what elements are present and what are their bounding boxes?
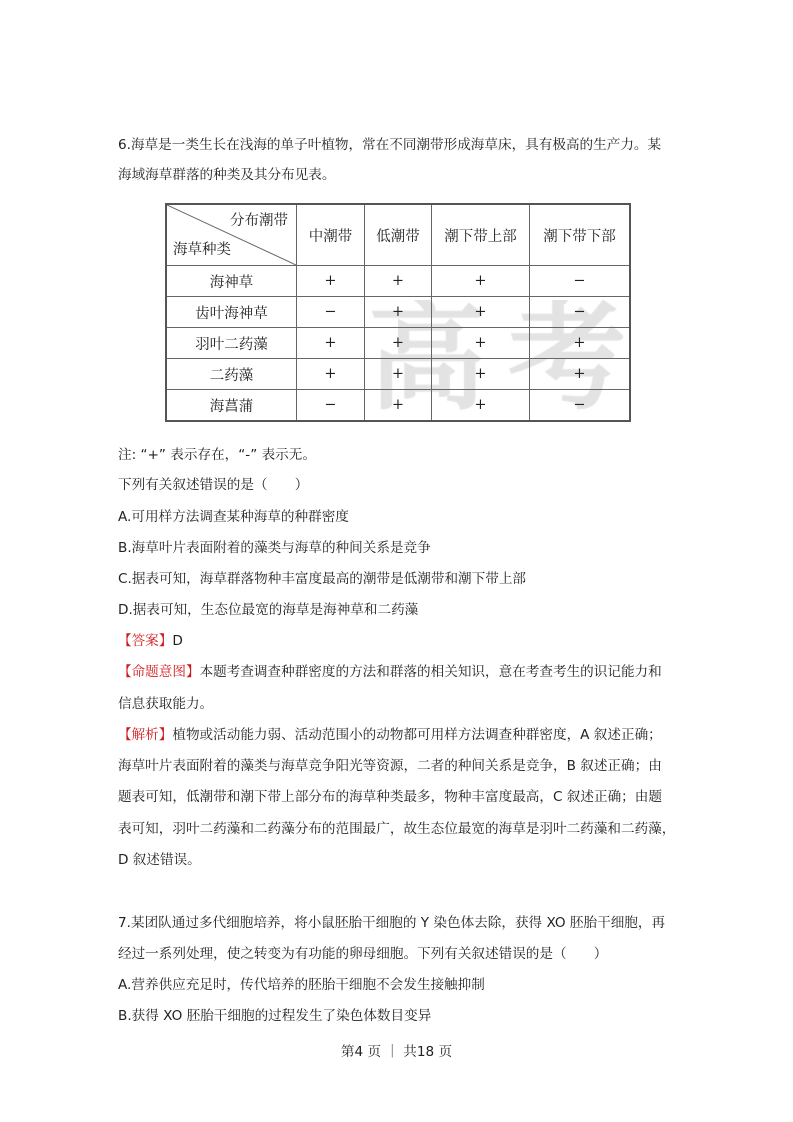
page-footer: 第4 页 ｜ 共18 页 <box>340 1044 453 1060</box>
presence-cell: − <box>297 297 365 328</box>
q6-option-d: D.据表可知，生态位最宽的海草是海神草和二药藻 <box>118 602 419 618</box>
presence-cell: + <box>365 328 432 359</box>
q6-analysis-line: D 叙述错误。 <box>118 852 201 868</box>
q7-stem-line: 7.某团队通过多代细胞培养，将小鼠胚胎干细胞的 Y 染色体去除，获得 XO 胚胎干细胞，再 <box>118 915 666 931</box>
column-header: 潮下带下部 <box>530 204 631 266</box>
presence-cell: + <box>365 266 432 297</box>
q6-question: 下列有关叙述错误的是（ ） <box>118 477 309 493</box>
q6-analysis-line: 表可知，羽叶二药藻和二药藻分布的范围最广，故生态位最宽的海草是羽叶二药藻和二药藻， <box>118 821 676 837</box>
presence-cell: + <box>297 266 365 297</box>
corner-top-label: 分布潮带 <box>230 213 288 229</box>
analysis-label: 【解析】 <box>118 727 173 743</box>
q6-option-a: A.可用样方法调查某种海草的种群密度 <box>118 509 349 525</box>
answer-value: D <box>172 633 183 649</box>
column-header: 潮下带上部 <box>432 204 530 266</box>
q6-answer <box>118 632 183 650</box>
presence-cell: + <box>365 297 432 328</box>
species-name: 羽叶二药藻 <box>166 328 297 359</box>
answer-label: 【答案】 <box>118 633 173 649</box>
q6-analysis-line: 题表可知，低潮带和潮下带上部分布的海草种类最多，物种丰富度最高，C 叙述正确；由题 <box>118 789 662 805</box>
species-name: 海神草 <box>166 266 297 297</box>
presence-cell: + <box>297 328 365 359</box>
table-row <box>166 359 630 390</box>
q6-option-c: C.据表可知，海草群落物种丰富度最高的潮带是低潮带和潮下带上部 <box>118 571 527 587</box>
table-row <box>166 328 630 359</box>
table-row <box>166 297 630 328</box>
table-row <box>166 266 630 297</box>
q6-stem-line: 海域海草群落的种类及其分布见表。 <box>118 167 336 183</box>
analysis-text: 植物或活动能力弱、活动范围小的动物都可用样方法调查种群密度，A 叙述正确； <box>172 727 662 743</box>
q6-intent-line: 信息获取能力。 <box>118 696 214 712</box>
presence-cell: + <box>432 266 530 297</box>
column-header: 低潮带 <box>365 204 432 266</box>
presence-cell: + <box>297 359 365 390</box>
q7-option-b: B.获得 XO 胚胎干细胞的过程发生了染色体数目变异 <box>118 1008 432 1024</box>
q7-stem-line: 经过一系列处理，使之转变为有功能的卵母细胞。下列有关叙述错误的是（ ） <box>118 946 608 962</box>
presence-cell: + <box>432 328 530 359</box>
corner-bottom-label: 海草种类 <box>173 242 231 258</box>
presence-cell: − <box>530 297 631 328</box>
q6-stem-line: 6.海草是一类生长在浅海的单子叶植物，常在不同潮带形成海草床，具有极高的生产力。某 <box>118 137 662 153</box>
presence-cell: − <box>530 390 631 422</box>
column-header: 中潮带 <box>297 204 365 266</box>
presence-cell: + <box>530 359 631 390</box>
intent-label: 【命题意图】 <box>118 664 200 680</box>
presence-cell: + <box>432 390 530 422</box>
presence-cell: + <box>365 359 432 390</box>
species-name: 二药藻 <box>166 359 297 390</box>
q6-analysis-line: 海草叶片表面附着的藻类与海草竞争阳光等资源，二者的种间关系是竞争，B 叙述正确；由 <box>118 758 662 774</box>
species-name: 齿叶海神草 <box>166 297 297 328</box>
presence-cell: + <box>432 359 530 390</box>
presence-cell: + <box>530 328 631 359</box>
q6-analysis <box>118 726 662 744</box>
table-row <box>166 390 630 422</box>
q6-note: 注: “+” 表示存在，“-” 表示无。 <box>118 447 316 463</box>
q6-option-b: B.海草叶片表面附着的藻类与海草的种间关系是竞争 <box>118 540 431 556</box>
q6-intent <box>118 663 662 681</box>
table-corner-header <box>166 204 297 266</box>
species-name: 海菖蒲 <box>166 390 297 422</box>
presence-cell: − <box>530 266 631 297</box>
presence-cell: + <box>365 390 432 422</box>
seagrass-distribution-table <box>165 203 631 422</box>
presence-cell: + <box>432 297 530 328</box>
presence-cell: − <box>297 390 365 422</box>
q7-option-a: A.营养供应充足时，传代培养的胚胎干细胞不会发生接触抑制 <box>118 977 485 993</box>
intent-text: 本题考查调查种群密度的方法和群落的相关知识，意在考查考生的识记能力和 <box>199 664 662 680</box>
